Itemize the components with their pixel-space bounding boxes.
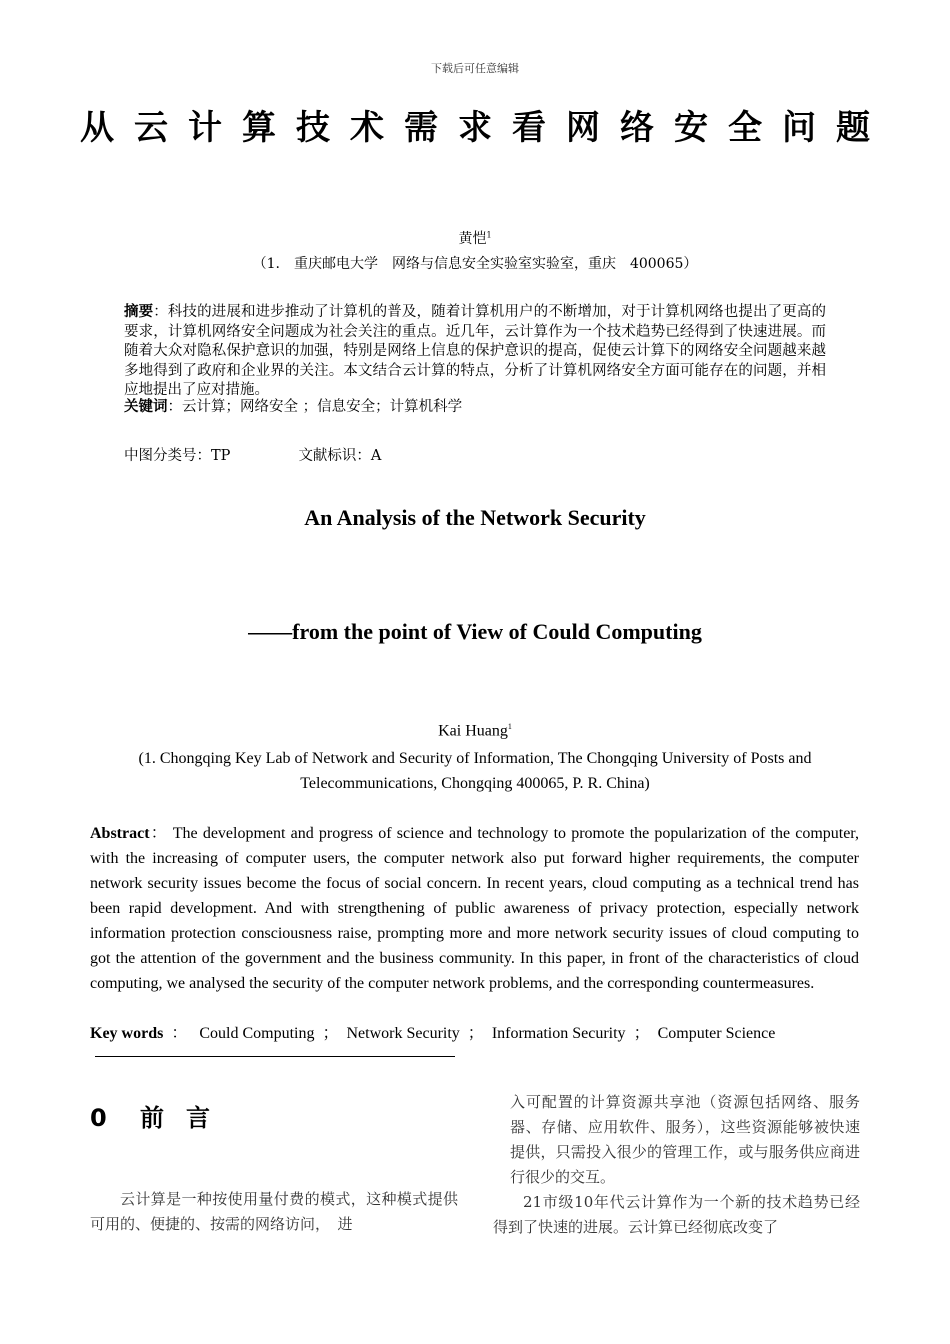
english-author-name: Kai Huang	[438, 722, 508, 740]
chinese-author-sup: 1	[486, 230, 492, 240]
chinese-title: 从云计算技术需求看网络安全问题	[80, 108, 890, 148]
section-title: 前言	[140, 1104, 232, 1132]
right-column	[493, 1090, 860, 1240]
chinese-abstract	[124, 302, 826, 401]
keyword-4: Computer Science	[657, 1025, 776, 1042]
english-author	[0, 722, 950, 740]
english-affiliation: (1. Chongqing Key Lab of Network and Security of Information, The Chongqing University of Posts and Telecommunications, Chongqing 400065, P. R. China)	[138, 750, 812, 792]
left-column-paragraph: 云计算是一种按使用量付费的模式，这种模式提供可用的、便捷的、按需的网络访问， 进	[90, 1190, 458, 1233]
chinese-affiliation: （1. 重庆邮电大学 网络与信息安全实验室实验室，重庆 400065）	[252, 256, 698, 272]
chinese-author-name: 黄恺	[458, 231, 487, 247]
chinese-keywords-label: 关键词	[124, 398, 168, 415]
document-code: 文献标识：A	[298, 448, 382, 464]
english-abstract-text: ： The development and progress of science and technology to promote the popularization of the computer, with the increasing of computer users, the computer network also put forward higher requirements, the computer network security issues become the focus of social concern. In recent years, cloud computing as a technical trend has been rapid development. And with strengthening of public awareness of privacy protection, especially network information protection consciousness raise, prompting more and more network security issues of cloud computing to got the attention of the government and the business community. In this paper, in front of the characteristics of cloud computing, we analysed the security of the computer network problems, and the corresponding countermeasures.	[90, 825, 859, 992]
chinese-keywords	[124, 397, 826, 418]
keyword-separator: ；	[322, 1025, 339, 1042]
english-subtitle: ——from the point of View of Could Computing	[248, 619, 702, 644]
keyword-3: Information Security	[491, 1025, 626, 1042]
keywords-colon: ：	[171, 1025, 188, 1042]
keyword-separator: ；	[467, 1025, 484, 1042]
section-number: 0	[90, 1104, 107, 1132]
chinese-keywords-text: ：云计算；网络安全 ；信息安全；计算机科学	[167, 399, 463, 415]
keyword-2: Network Security	[346, 1025, 460, 1042]
chinese-abstract-label: 摘要	[124, 303, 154, 320]
english-keywords-label: Key words	[90, 1025, 164, 1042]
section-heading	[90, 1098, 232, 1133]
english-author-sup: 1	[507, 722, 512, 731]
classification-line	[124, 444, 381, 465]
english-abstract-label: Abstract	[90, 825, 150, 842]
right-column-paragraph-1: 入可配置的计算资源共享池（资源包括网络、服务器、存储、应用软件、服务），这些资源能够被快速提供，只需投入很少的管理工作，或与服务供应商进行很少的交互。	[510, 1093, 860, 1186]
english-abstract	[90, 821, 859, 996]
english-title: An Analysis of the Network Security	[304, 505, 646, 530]
chinese-author	[0, 228, 950, 248]
right-column-paragraph-2: 21市级10年代云计算作为一个新的技术趋势已经得到了快速的进展。云计算已经彻底改变了	[493, 1193, 860, 1236]
footnote-rule	[95, 1056, 455, 1057]
header-note: 下载后可任意编辑	[431, 62, 519, 75]
keyword-separator: ；	[633, 1025, 650, 1042]
chinese-abstract-text: ：科技的进展和进步推动了计算机的普及，随着计算机用户的不断增加，对于计算机网络也提出了更高的要求，计算机网络安全问题成为社会关注的重点。近几年，云计算作为一个技术趋势已经得到了快速进展。而随着大众对隐私保护意识的加强，特别是网络上信息的保护意识的提高，促使云计算下的网络安全问题越来越多地得到了政府和企业界的关注。本文结合云计算的特点，分析了计算机网络安全方面可能存在的问题，并相应地提出了应对措施。	[124, 304, 827, 398]
clc-number: 中图分类号：TP	[124, 448, 231, 464]
english-keywords	[90, 1021, 859, 1046]
keyword-1: Could Computing	[199, 1025, 315, 1042]
